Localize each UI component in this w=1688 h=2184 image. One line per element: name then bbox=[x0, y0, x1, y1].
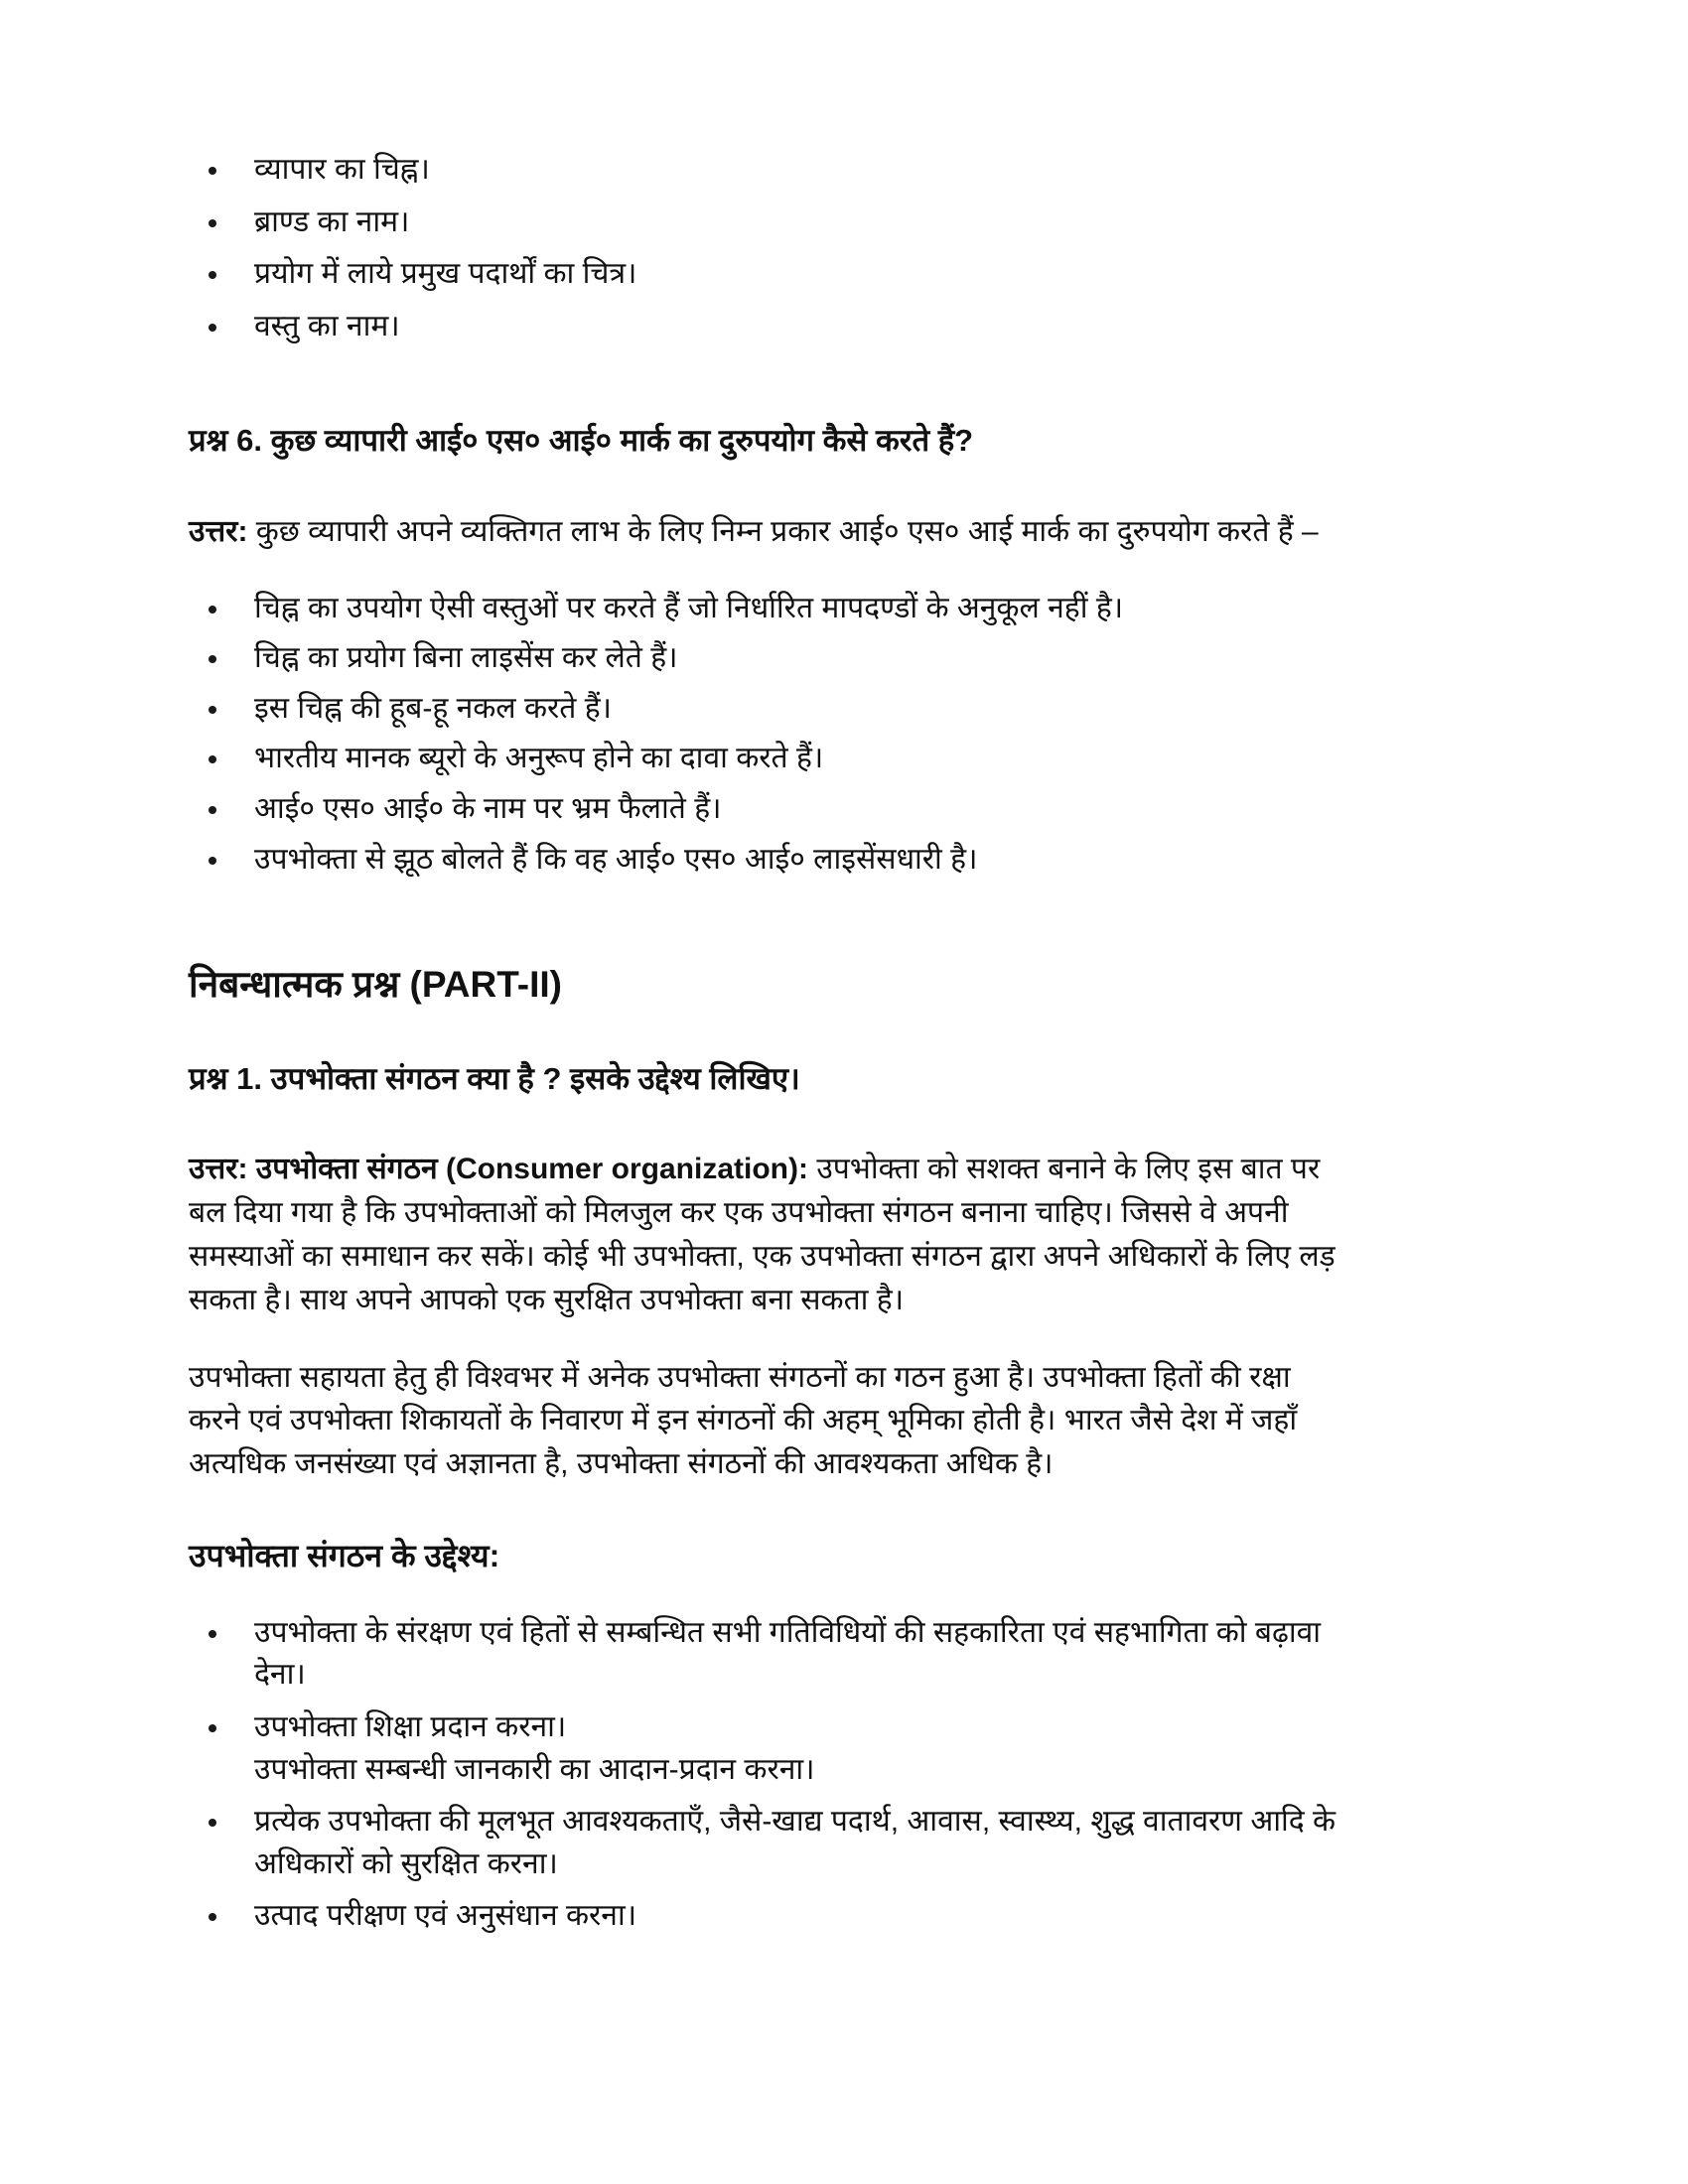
list-item bbox=[189, 688, 1340, 731]
list-item bbox=[189, 637, 1340, 680]
list-item bbox=[189, 149, 1340, 192]
consumer-org-goals-heading: उपभोक्ता संगठन के उद्देश्य: bbox=[189, 1538, 500, 1574]
list-item bbox=[189, 788, 1340, 831]
answer-label: उत्तर: bbox=[189, 514, 248, 548]
spacer bbox=[189, 463, 1340, 510]
list-item-text: चिह्न का प्रयोग बिना लाइसेंस कर लेते हैं। bbox=[254, 641, 678, 675]
list-item bbox=[189, 738, 1340, 780]
question-6-heading: प्रश्न 6. कुछ व्यापारी आई० एस० आई० मार्क का दुरुपयोग कैसे करते हैं? bbox=[189, 423, 974, 459]
list-item-text: व्यापार का चिह्न। bbox=[254, 153, 430, 186]
list-item-text: वस्तु का नाम। bbox=[254, 309, 400, 342]
spacer bbox=[189, 888, 1340, 960]
list-item-text: चिह्न का उपयोग ऐसी वस्तुओं पर करते हैं जो निर्धारित मापदण्डों के अनुकूल नहीं है। bbox=[254, 591, 1124, 624]
answer-text: उपभोक्ता को सशक्त बनाने के लिए इस बात पर बल दिया गया है कि उपभोक्ताओं को मिलजुल कर एक उपभोक्ता संगठन बनाना चाहिए। जिससे वे अपनी समस्याओं का समाधान कर सकें। कोई भी उपभोक्ता, एक उपभोक्ता संगठन द्वारा अपने अधिकारों के लिए लड़ सकता है। साथ अपने आपको एक सुरक्षित उपभोक्ता बना सकता है। bbox=[189, 1153, 1336, 1316]
spacer bbox=[189, 1578, 1340, 1612]
isi-misuse-list bbox=[189, 588, 1340, 882]
list-item bbox=[189, 588, 1340, 630]
trademark-features-list bbox=[189, 149, 1340, 347]
list-item-text: आई० एस० आई० के नाम पर भ्रम फैलाते हैं। bbox=[254, 791, 722, 825]
question-1-answer-paragraph-2: उपभोक्ता सहायता हेतु ही विश्वभर में अनेक उपभोक्ता संगठनों का गठन हुआ है। उपभोक्ता हितों की रक्षा करने एवं उपभोक्ता शिकायतों के निवारण में इन संगठनों की अहम् भूमिका होती है। भारत जैसे देश में जहाँ अत्यधिक जनसंख्या एवं अज्ञानता है, उपभोक्ता संगठनों की आवश्यकता अधिक है। bbox=[189, 1360, 1298, 1481]
list-item bbox=[189, 253, 1340, 296]
list-item-text: इस चिह्न की हूब-हू नकल करते हैं। bbox=[254, 691, 613, 725]
question-6-answer bbox=[189, 510, 1340, 554]
list-item bbox=[189, 1706, 1340, 1791]
list-item-text: उत्पाद परीक्षण एवं अनुसंधान करना। bbox=[254, 1899, 637, 1933]
list-item-text: उपभोक्ता शिक्षा प्रदान करना। bbox=[254, 1710, 567, 1744]
list-item-text: उपभोक्ता से झूठ बोलते हैं कि वह आई० एस० आई० लाइसेंसधारी है। bbox=[254, 842, 978, 876]
spacer bbox=[189, 1322, 1340, 1356]
spacer bbox=[189, 554, 1340, 588]
spacer bbox=[189, 357, 1340, 419]
list-item-text: ब्राण्ड का नाम। bbox=[254, 205, 410, 238]
answer-text: कुछ व्यापारी अपने व्यक्तिगत लाभ के लिए निम्न प्रकार आई० एस० आई मार्क का दुरुपयोग करते हैं – bbox=[247, 514, 1319, 548]
list-item bbox=[189, 1895, 1340, 1938]
list-item bbox=[189, 1801, 1340, 1885]
spacer bbox=[189, 1010, 1340, 1057]
list-item-text: प्रयोग में लाये प्रमुख पदार्थों का चित्र। bbox=[254, 257, 637, 291]
spacer bbox=[189, 1100, 1340, 1148]
list-item bbox=[189, 839, 1340, 882]
list-item-text: भारतीय मानक ब्यूरो के अनुरूप होने का दावा करते हैं। bbox=[254, 742, 824, 775]
question-1-heading: प्रश्न 1. उपभोक्ता संगठन क्या है ? इसके उद्देश्य लिखिए। bbox=[189, 1061, 800, 1097]
consumer-org-goals-list bbox=[189, 1612, 1340, 1938]
answer-label: उत्तर: उपभोक्ता संगठन (Consumer organization): bbox=[189, 1153, 808, 1186]
document-content bbox=[189, 149, 1340, 1938]
question-1-answer-paragraph-1 bbox=[189, 1148, 1340, 1321]
list-item-text: उपभोक्ता के संरक्षण एवं हितों से सम्बन्धित सभी गतिविधियों की सहकारिता एवं सहभागिता को बढ़ावा देना। bbox=[254, 1615, 1322, 1692]
list-item-continuation: उपभोक्ता सम्बन्धी जानकारी का आदान-प्रदान करना। bbox=[254, 1752, 815, 1786]
list-item bbox=[189, 306, 1340, 348]
spacer bbox=[189, 1486, 1340, 1534]
list-item bbox=[189, 202, 1340, 244]
list-item-text: प्रत्येक उपभोक्ता की मूलभूत आवश्यकताएँ, जैसे-खाद्य पदार्थ, आवास, स्वास्थ्य, शुद्ध वातावरण आदि के अधिकारों को सुरक्षित करना। bbox=[254, 1805, 1336, 1880]
part-two-heading: निबन्धात्मक प्रश्न (PART-II) bbox=[189, 964, 562, 1006]
list-item bbox=[189, 1612, 1340, 1697]
